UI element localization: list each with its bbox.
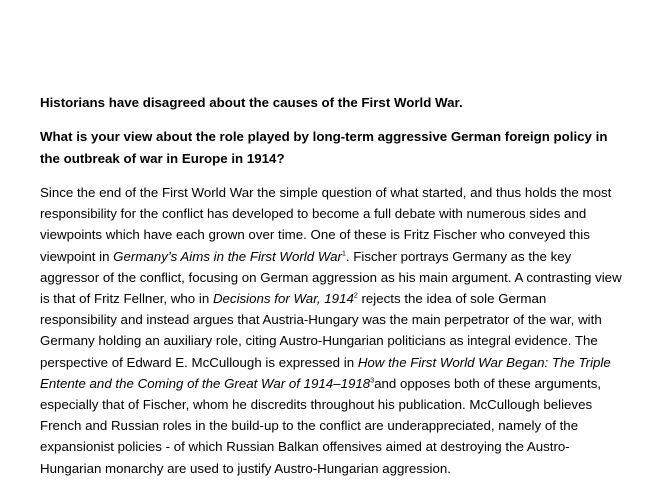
essay-text-2: . Fischer portrays Germany as the key aggressor of the conflict, focusing on German aggression as his main argument. A contrasting view is that of Fritz Fellner, who in (40, 248, 622, 307)
essay-text-3: rejects the idea of sole German responsibility and instead argues that Austria-Hungary was the main perpetrator of the war, with Germany holding an auxiliary role, citing Austro-Hungarian politicians as integral evidence. The perspective of Edward E. McCullough is expressed in (40, 291, 602, 370)
essay-question: What is your view about the role played by long-term aggressive German foreign policy in the outbreak of war in Europe in 1914? (40, 129, 608, 166)
book-title-fellner: Decisions for War, 1914 (212, 291, 354, 307)
book-title-mccullough: How the First World War Began: The Triple Entente and the Coming of the Great War of 1914–1918 (40, 354, 611, 391)
document-page (40, 92, 622, 479)
book-title-fischer: Germany’s Aims in the First World War (113, 248, 342, 264)
footnote-1: 1 (341, 250, 346, 258)
essay-paragraph (40, 182, 622, 479)
footnote-3: 3 (370, 377, 375, 385)
essay-heading: Historians have disagreed about the causes of the First World War. (40, 95, 463, 110)
footnote-2: 2 (353, 292, 358, 300)
essay-text-4: and opposes both of these arguments, especially that of Fischer, whom he discredits throughout his publication. McCullough believes French and Russian roles in the build-up to the conflict are underappreciated, namely of the expansionist policies - of which Russian Balkan offensives aimed at destroying the Austro-Hungarian monarchy are used to justify Austro-Hungarian aggression. (40, 375, 602, 476)
essay-text-1: Since the end of the First World War the simple question of what started, and thus holds the most responsibility for the conflict has developed to become a full debate with numerous sides and viewpoints which have each grown over time. One of these is Fritz Fischer who conveyed this viewpoint in (40, 185, 612, 264)
